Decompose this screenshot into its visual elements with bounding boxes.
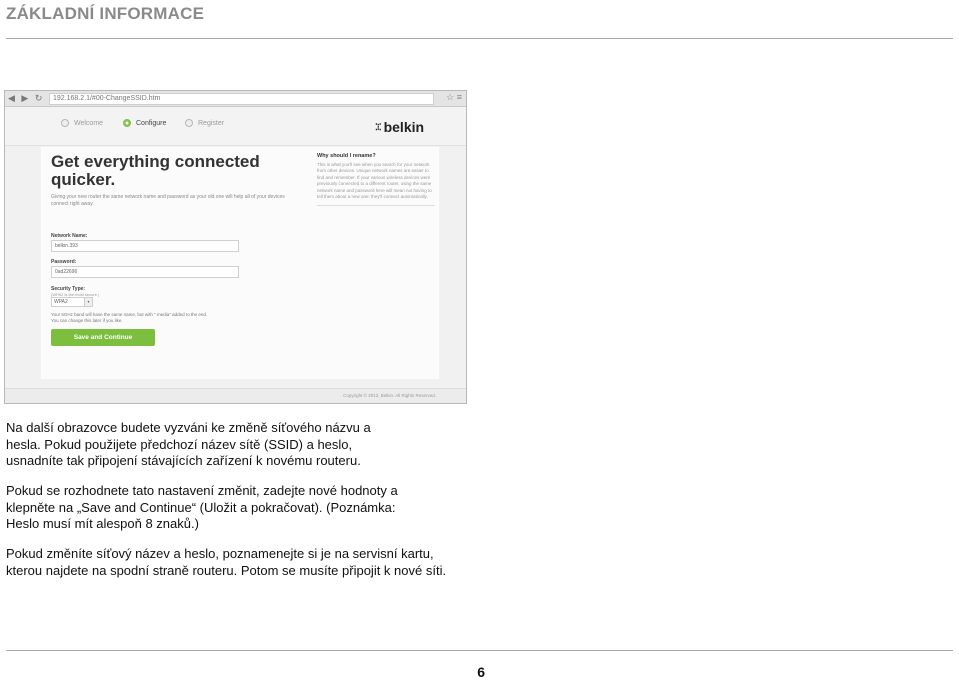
why-rename-sidebar bbox=[317, 153, 437, 206]
copyright-text: Copyright © 2012, Belkin. All Rights Reserved. bbox=[343, 393, 436, 398]
why-rename-heading: Why should I rename? bbox=[317, 153, 376, 159]
step-dot-icon bbox=[185, 119, 193, 127]
step-register: Register bbox=[185, 119, 224, 127]
why-rename-divider bbox=[317, 205, 435, 206]
browser-chrome bbox=[5, 91, 466, 107]
step-welcome: Welcome bbox=[61, 119, 103, 127]
browser-nav-icons: ◀ ▶ ↻ bbox=[8, 93, 45, 103]
step-check-icon bbox=[123, 119, 131, 127]
change-later-note: You can change this later if you like. bbox=[51, 318, 123, 323]
bottom-divider bbox=[6, 650, 953, 651]
belkin-logo: ⁚⁝⁚ belkin bbox=[375, 119, 425, 135]
browser-tools-icons: ☆ ≡ bbox=[446, 92, 462, 102]
browser-address-bar: 192.168.2.1/#00-ChangeSSID.htm bbox=[49, 93, 434, 105]
security-type-hint: (WPA2 is the most secure.) bbox=[51, 292, 100, 297]
save-and-continue-button: Save and Continue bbox=[51, 329, 155, 346]
network-name-input: belkin.393 bbox=[51, 240, 239, 252]
band-note: Your 5GHz band will have the same name, but with ".media" added to the end. bbox=[51, 312, 208, 317]
paragraph-service-card: Pokud změníte síťový název a heslo, poznamenejte si je na servisní kartu, kterou najdete na spodní straně routeru. Potom se musíte připojit k nové síti. bbox=[6, 546, 447, 578]
network-name-label: Network Name: bbox=[51, 233, 88, 239]
step-configure: Configure bbox=[123, 119, 166, 127]
step-dot-icon bbox=[61, 119, 69, 127]
security-type-label: Security Type: bbox=[51, 286, 86, 292]
belkin-logo-icon: ⁚⁝⁚ bbox=[375, 122, 381, 132]
intro-text: Giving your new router the same network name and password as your old one will help all of your devices connect right away. bbox=[51, 194, 285, 207]
why-rename-text: This is what you'll see when you search for your network from other devices. Unique network names are easier to find and remember. If your various wireless devices were previously connected to a different router, using the same network name and password here will mean not having to tell them about a new one; they'll connect automatically. bbox=[317, 162, 432, 200]
paragraph-change-settings: Pokud se rozhodnete tato nastavení změnit, zadejte nové hodnoty a klepněte na „Save and Continue“ (Uložit a pokračovat). (Poznámka: Heslo musí mít alespoň 8 znaků.) bbox=[6, 483, 398, 531]
password-label: Password: bbox=[51, 259, 77, 265]
paragraph-rename-info: Na další obrazovce budete vyzváni ke změně síťového názvu a hesla. Pokud použijete předchozí název sítě (SSID) a heslo, usnadníte tak připojení stávajících zařízení k novému routeru. bbox=[6, 420, 371, 468]
security-type-select: WPA2 ▾ bbox=[51, 297, 93, 307]
page-number: 6 bbox=[477, 664, 485, 680]
configure-panel bbox=[41, 147, 439, 379]
top-divider bbox=[6, 38, 953, 39]
setup-steps-bar bbox=[5, 107, 466, 146]
chevron-down-icon: ▾ bbox=[84, 298, 92, 306]
section-title: ZÁKLADNÍ INFORMACE bbox=[6, 4, 205, 23]
router-setup-screenshot bbox=[4, 90, 467, 404]
password-input: 0ad22696 bbox=[51, 266, 239, 278]
copyright-bar bbox=[5, 388, 466, 403]
headline: Get everything connected quicker. bbox=[51, 152, 260, 189]
